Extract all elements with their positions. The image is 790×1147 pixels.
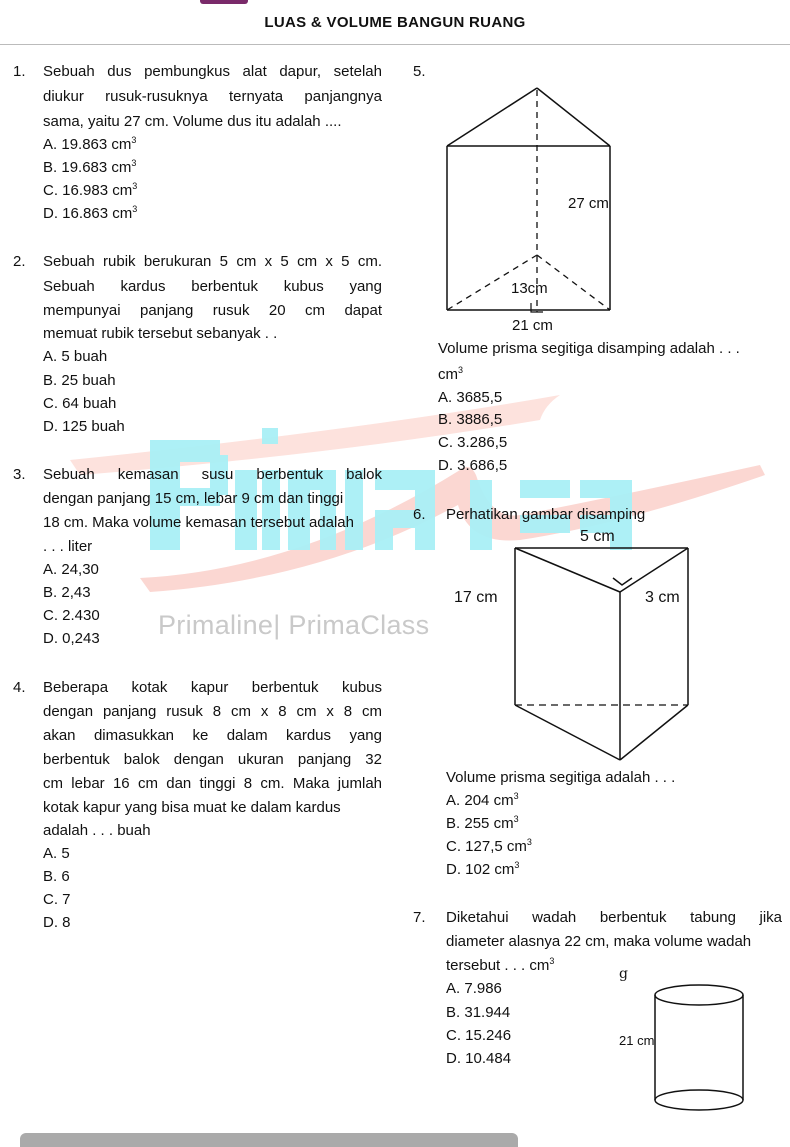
q5-base-label: 21 cm [512,317,553,334]
q7-line: tersebut . . . $cm^3$ [446,956,555,974]
q5-option-d[interactable]: D. 3.686,5 [438,457,508,474]
q1-option-d[interactable]: D. 16.863 $cm^3$ [43,204,138,222]
q3-option-b[interactable]: B. 2,43 [43,584,91,601]
q6-option-b[interactable]: B. 255 $cm^3$ [446,814,519,832]
q4-option-d[interactable]: D. 8 [43,914,71,931]
q7-option-b[interactable]: B. 31.944 [446,1004,511,1021]
q3-option-c[interactable]: C. 2.430 [43,607,100,624]
q5-option-a[interactable]: A. 3685,5 [438,389,503,406]
q2-option-d[interactable]: D. 125 buah [43,418,125,435]
q5-option-c[interactable]: C. 3.286,5 [438,434,508,451]
q4-line: adalah . . . buah [43,822,151,839]
q3-line: . . . liter [43,538,93,555]
q5-unit: $cm^3$ [438,365,464,383]
q3-option-a[interactable]: A. 24,30 [43,561,99,578]
q7-line: Diketahui wadah berbentuk tabung jika [446,909,782,926]
q1-line: sama, yaitu 27 cm. Volume dus itu adalah .... [43,113,342,130]
q4-line: cm lebar 16 cm dan tinggi 8 cm. Maka jumlah [43,775,382,792]
q6-top-label: 5 cm [580,528,615,545]
q3-number: 3. [13,466,26,483]
q4-option-b[interactable]: B. 6 [43,868,70,885]
q2-number: 2. [13,253,26,270]
watermark-text: Primaline| PrimaClass [158,610,430,640]
q5-triangle-height-label: 13cm [511,280,548,297]
q7-height-label: 21 cm [619,1033,655,1048]
q2-line: memuat rubik tersebut sebanyak . . [43,325,278,342]
bottom-scrollbar[interactable] [20,1133,518,1147]
q6-right-label: 3 cm [645,589,680,606]
q7-number: 7. [413,909,426,926]
q2-line: Sebuah rubik berukuran 5 cm x 5 cm x 5 cm. [43,253,382,270]
q5-number: 5. [413,63,426,80]
q2-line: Sebuah kardus berbentuk kubus yang [43,278,382,295]
q5-height-label: 27 cm [568,195,609,212]
q6-option-d[interactable]: D. 102 $cm^3$ [446,860,520,878]
q1-option-c[interactable]: C. 16.983 $cm^3$ [43,181,138,199]
q1-line: Sebuah dus pembungkus alat dapur, setelah [43,63,382,80]
q3-option-d[interactable]: D. 0,243 [43,630,100,647]
q2-option-c[interactable]: C. 64 buah [43,395,117,412]
q7-top-label: g [619,966,628,982]
q6-question: Volume prisma segitiga adalah . . . [446,769,676,786]
q5-question: Volume prisma segitiga disamping adalah . . . [438,340,740,357]
q7-option-c[interactable]: C. 15.246 [446,1027,512,1044]
q5-option-b[interactable]: B. 3886,5 [438,411,503,428]
q4-option-c[interactable]: C. 7 [43,891,71,908]
q1-option-a[interactable]: A. 19.863 $cm^3$ [43,135,137,153]
header-divider [0,44,790,45]
page-title: LUAS & VOLUME BANGUN RUANG [264,14,526,31]
q2-option-b[interactable]: B. 25 buah [43,372,116,389]
q4-option-a[interactable]: A. 5 [43,845,70,862]
q4-number: 4. [13,679,26,696]
q6-intro: Perhatikan gambar disamping [446,506,646,523]
q2-line: mempunyai panjang rusuk 20 cm dapat [43,302,382,319]
q4-line: kotak kapur yang bisa muat ke dalam kardus [43,799,341,816]
q6-option-a[interactable]: A. 204 $cm^3$ [446,791,519,809]
q1-option-b[interactable]: B. 19.683 $cm^3$ [43,158,137,176]
q7-option-a[interactable]: A. 7.986 [446,980,502,997]
q6-left-label: 17 cm [454,589,498,606]
q4-line: berbentuk balok dengan ukuran panjang 32 [43,751,382,768]
header-accent-bar [200,0,248,4]
q2-option-a[interactable]: A. 5 buah [43,348,108,365]
q6-number: 6. [413,506,426,523]
q4-line: akan dimasukkan ke dalam kardus yang [43,727,382,744]
q4-line: dengan panjang rusuk 8 cm x 8 cm x 8 cm [43,703,382,720]
q3-line: dengan panjang 15 cm, lebar 9 cm dan tinggi [43,490,344,507]
q1-line: diukur rusuk-rusuknya ternyata panjangnya [43,88,382,105]
q3-line: 18 cm. Maka volume kemasan tersebut adalah [43,514,354,531]
q1-number: 1. [13,63,26,80]
q6-option-c[interactable]: C. 127,5 $cm^3$ [446,837,532,855]
q7-option-d[interactable]: D. 10.484 [446,1050,512,1067]
q4-line: Beberapa kotak kapur berbentuk kubus [43,679,382,696]
q3-line: Sebuah kemasan susu berbentuk balok [43,466,382,483]
q7-line: diameter alasnya 22 cm, maka volume wadah [446,933,752,950]
